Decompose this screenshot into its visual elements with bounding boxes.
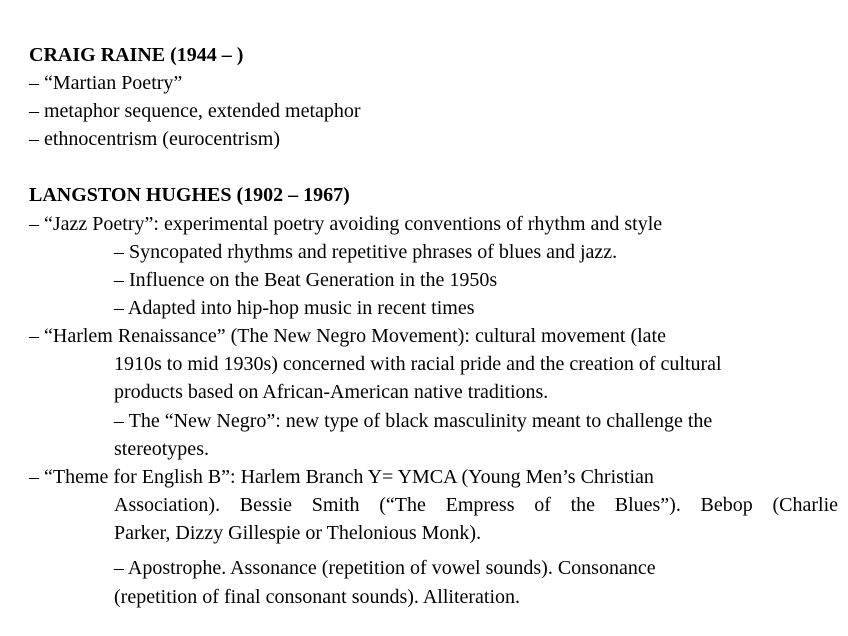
theme-sub-line-2: (repetition of final consonant sounds). Alliteration. [114, 586, 521, 608]
hughes-item-theme-english-b: – “Theme for English B”: Harlem Branch Y= YMCA (Young Men’s Christian [29, 466, 654, 488]
heading-langston-hughes: LANGSTON HUGHES (1902 – 1967) [29, 184, 350, 206]
jazz-sub-syncopated: – Syncopated rhythms and repetitive phrases of blues and jazz. [114, 241, 618, 263]
hughes-item-harlem-renaissance: – “Harlem Renaissance” (The New Negro Movement): cultural movement (late [29, 325, 666, 347]
heading-craig-raine: CRAIG RAINE (1944 – ) [29, 44, 244, 66]
theme-sub-apostrophe: – Apostrophe. Assonance (repetition of vowel sounds). Consonance [114, 557, 656, 579]
harlem-line-2: 1910s to mid 1930s) concerned with racial pride and the creation of cultural [114, 353, 722, 375]
jazz-sub-beat-generation: – Influence on the Beat Generation in the 1950s [114, 269, 498, 291]
hughes-item-jazz-poetry: – “Jazz Poetry”: experimental poetry avoiding conventions of rhythm and style [29, 213, 663, 235]
theme-line-2: Association). Bessie Smith (“The Empress of the Blues”). Bebop (Charlie [114, 494, 838, 516]
harlem-sub-new-negro: – The “New Negro”: new type of black masculinity meant to challenge the [114, 410, 713, 432]
harlem-line-3: products based on African-American native traditions. [114, 381, 549, 403]
raine-item-metaphor: – metaphor sequence, extended metaphor [29, 100, 361, 122]
raine-item-ethnocentrism: – ethnocentrism (eurocentrism) [29, 128, 281, 150]
theme-line-3: Parker, Dizzy Gillespie or Thelonious Monk). [114, 522, 482, 544]
harlem-sub-line-2: stereotypes. [114, 438, 209, 460]
raine-item-martian-poetry: – “Martian Poetry” [29, 72, 183, 94]
jazz-sub-hip-hop: – Adapted into hip-hop music in recent times [114, 297, 475, 319]
